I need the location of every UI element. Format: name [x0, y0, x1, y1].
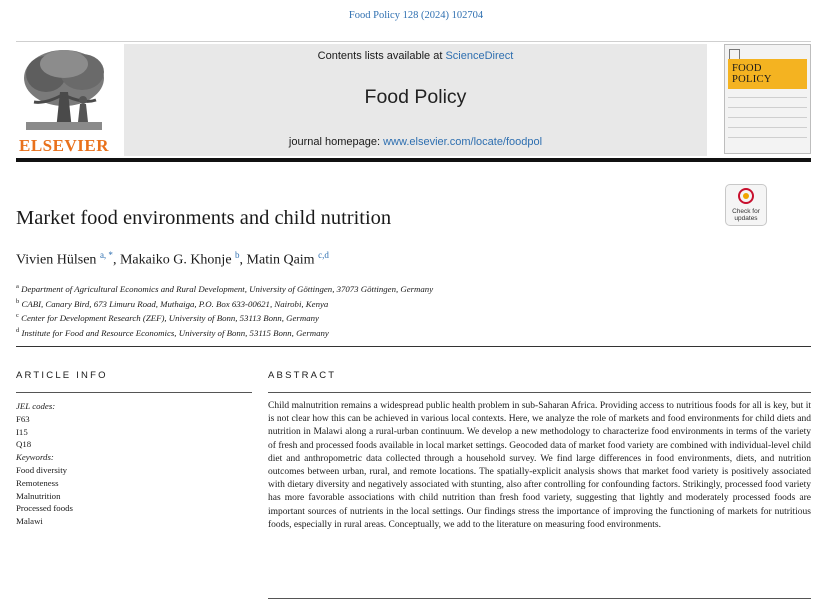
check-for-updates-button[interactable] — [725, 184, 767, 226]
jel-code: F63 — [16, 413, 30, 424]
author-name[interactable]: Makaiko G. Khonje — [119, 252, 232, 268]
elsevier-logo[interactable] — [16, 44, 112, 156]
affiliation-item — [16, 310, 433, 325]
author-name[interactable]: Vivien Hülsen — [16, 252, 97, 268]
cover-title-line1: FOOD — [732, 63, 762, 74]
article-info-heading: ARTICLE INFO — [16, 370, 108, 381]
contents-prefix: Contents lists available at — [317, 50, 446, 62]
header-thick-rule — [16, 158, 811, 162]
author-name[interactable]: Matin Qaim — [246, 252, 315, 268]
author-list — [16, 250, 329, 269]
header-top-rule — [16, 41, 811, 42]
affiliation-item — [16, 281, 433, 296]
tree-icon — [16, 44, 112, 136]
cover-rule — [728, 127, 807, 128]
contents-line — [124, 50, 707, 62]
journal-cover[interactable] — [724, 44, 811, 154]
article-info-rule — [16, 392, 252, 393]
abstract-rule — [268, 392, 811, 393]
keyword[interactable]: Malnutrition — [16, 490, 61, 501]
sciencedirect-link[interactable]: ScienceDirect — [445, 50, 514, 62]
keyword[interactable]: Remoteness — [16, 477, 59, 488]
keyword[interactable]: Processed foods — [16, 503, 73, 514]
journal-citation[interactable]: Food Policy 128 (2024) 102704 — [348, 10, 484, 21]
cover-title-line2: POLICY — [732, 74, 772, 85]
author-affiliation-mark[interactable]: a, * — [99, 250, 113, 260]
cover-rule — [728, 137, 807, 138]
cover-rule — [728, 107, 807, 108]
affiliation-item — [16, 325, 433, 340]
affiliation-key: d — [16, 327, 20, 335]
check-updates-line2: updates — [734, 215, 758, 222]
abstract-bottom-rule — [268, 598, 811, 599]
affiliation-text: CABI, Canary Bird, 673 Limuru Road, Muthaiga, P.O. Box 633-00621, Nairobi, Kenya — [21, 298, 329, 309]
author-affiliation-mark[interactable]: c,d — [318, 250, 329, 260]
affiliation-key: b — [16, 297, 20, 305]
keyword[interactable]: Malawi — [16, 516, 43, 527]
author-separator: , — [112, 252, 120, 268]
affiliations — [16, 281, 433, 340]
keywords-label: Keywords: — [16, 452, 54, 463]
jel-code: Q18 — [16, 439, 32, 450]
check-updates-line1: Check for — [732, 208, 760, 215]
author-separator: , — [239, 252, 247, 268]
affiliation-item — [16, 296, 433, 311]
section-divider — [16, 346, 811, 347]
homepage-link[interactable]: www.elsevier.com/locate/foodpol — [383, 136, 543, 148]
affiliation-text: Institute for Food and Resource Economics, University of Bonn, 53115 Bonn, Germany — [21, 328, 329, 339]
cover-title-band — [728, 59, 807, 89]
affiliation-key: a — [16, 283, 19, 290]
affiliation-text: Center for Development Research (ZEF), University of Bonn, 53113 Bonn, Germany — [21, 313, 319, 324]
elsevier-wordmark: ELSEVIER — [19, 136, 109, 155]
check-updates-icon — [738, 188, 754, 204]
journal-banner — [124, 44, 707, 156]
article-info-panel — [16, 400, 252, 528]
abstract-heading: ABSTRACT — [268, 370, 337, 381]
affiliation-key: c — [16, 312, 19, 320]
homepage-prefix: journal homepage: — [288, 136, 384, 148]
abstract-text: Child malnutrition remains a widespread public health problem in sub-Saharan Africa. Providing access to nutritious foods for all is key, but it is not clear how this can be achieved in various local contexts. Here, we analyze the role of markets and food environments for child diets and nutrition in Malawi along a rural-urban continuum. We develop a new methodology to characterize food environments in terms of the variety of fresh and processed foods available in local market settings. Geocoded data of market food variety are combined with individual-level child diet and anthropometric data collected through a household survey. We find large differences in food environments, diets, and nutrition outcomes between urban, rural, and remote locations. The spatially-explicit analysis shows that market food variety is positively associated with dietary diversity and negatively associated with stunting, also after controlling for confounding factors. Strikingly, processed food variety has more favorable associations with child nutrition than fresh food variety, suggesting that lightly and moderately processed foods are important sources of nutrients in the local settings. Our findings stress the importance of improving the functioning of markets for nutritious foods, especially in rural areas. Conceptually, we add to the literature on measuring food environments. — [268, 401, 811, 530]
cover-rule — [728, 97, 807, 98]
article-title: Market food environments and child nutrition — [16, 207, 392, 229]
author-affiliation-mark[interactable]: b — [235, 250, 240, 260]
check-updates-label — [726, 208, 766, 222]
jel-code: I15 — [16, 426, 28, 437]
journal-title: Food Policy — [364, 86, 467, 108]
keyword[interactable]: Food diversity — [16, 464, 68, 475]
affiliation-text: Department of Agricultural Economics and Rural Development, University of Göttingen, 37073 Göttingen, Germany — [21, 283, 434, 294]
cover-rule — [728, 117, 807, 118]
homepage-line — [124, 136, 707, 148]
jel-codes-label: JEL codes: — [16, 401, 56, 411]
